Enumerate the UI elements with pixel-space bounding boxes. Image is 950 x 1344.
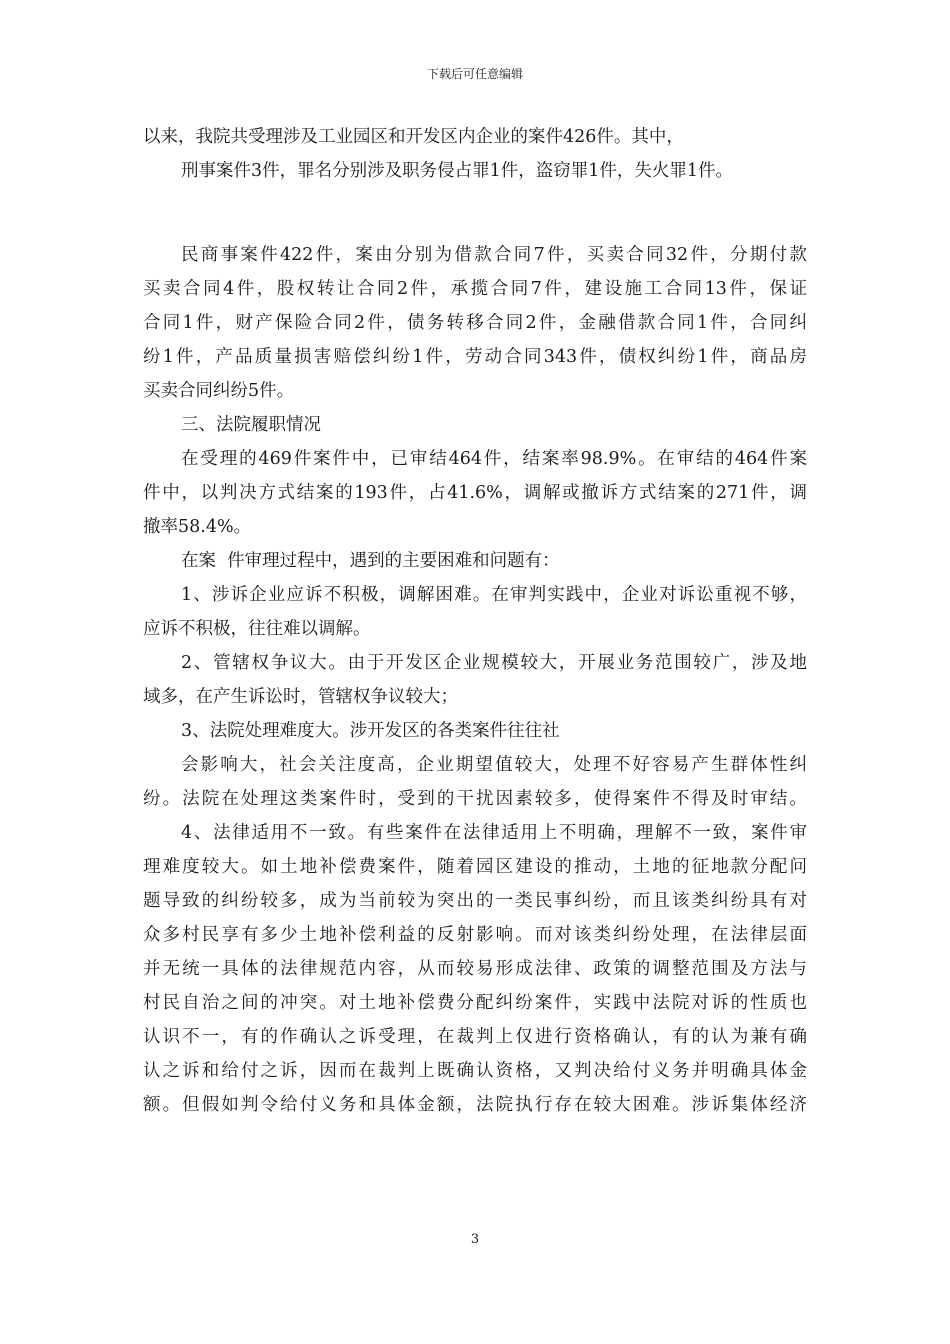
text-line: 应诉不积极，往往难以调解。 xyxy=(143,619,371,639)
text-line: 认之诉和给付之诉，因而在裁判上既确认资格，又判决给付义务并明确具体金 xyxy=(143,1061,807,1081)
text-line: 额。但假如判令给付义务和具体金额，法院执行存在较大困难。涉诉集体经济 xyxy=(143,1095,807,1115)
text-line: 4、法律适用不一致。有些案件在法律适用上不明确，理解不一致，案件审 xyxy=(181,823,807,843)
text-line: 村民自治之间的冲突。对土地补偿费分配纠纷案件，实践中法院对诉的性质也 xyxy=(143,993,807,1013)
text-line: 理难度较大。如土地补偿费案件，随着园区建设的推动，土地的征地款分配问 xyxy=(143,857,807,877)
text-line: 合同1件，财产保险合同2件，债务转移合同2件，金融借款合同1件，合同纠 xyxy=(143,313,807,333)
section-heading: 三、法院履职情况 xyxy=(181,415,321,435)
text-line: 在案 件审理过程中，遇到的主要困难和问题有： xyxy=(181,551,560,571)
text-line: 刑事案件3件，罪名分别涉及职务侵占罪1件，盗窃罪1件，失火罪1件。 xyxy=(181,161,734,181)
text-line: 3、法院处理难度大。涉开发区的各类案件往往社 xyxy=(181,721,560,741)
text-line: 以来，我院共受理涉及工业园区和开发区内企业的案件426件。其中， xyxy=(143,127,684,147)
document-body xyxy=(143,120,807,1122)
text-line: 买卖合同4件，股权转让合同2件，承揽合同7件，建设施工合同13件，保证 xyxy=(143,279,807,299)
text-line: 纷。法院在处理这类案件时，受到的干扰因素较多，使得案件不得及时审结。 xyxy=(143,789,807,809)
text-line: 买卖合同纠纷5件。 xyxy=(143,381,295,401)
text-line: 题导致的纠纷较多，成为当前较为突出的一类民事纠纷，而且该类纠纷具有对 xyxy=(143,891,807,911)
text-line: 认识不一，有的作确认之诉受理，在裁判上仅进行资格确认，有的认为兼有确 xyxy=(143,1027,807,1047)
text-line: 1、涉诉企业应诉不积极，调解困难。在审判实践中，企业对诉讼重视不够， xyxy=(181,585,807,605)
text-line: 撤率58.4%。 xyxy=(143,517,252,537)
text-line: 域多，在产生诉讼时，管辖权争议较大； xyxy=(143,687,458,707)
text-line: 民商事案件422件，案由分别为借款合同7件，买卖合同32件，分期付款 xyxy=(181,245,807,265)
text-line: 在受理的469件案件中，已审结464件，结案率98.9%。在审结的464件案 xyxy=(181,449,807,469)
text-line: 2、管辖权争议大。由于开发区企业规模较大，开展业务范围较广，涉及地 xyxy=(181,653,807,673)
paragraph-gap xyxy=(143,188,807,238)
text-line: 并无统一具体的法律规范内容，从而较易形成法律、政策的调整范围及方法与 xyxy=(143,959,807,979)
text-line: 纷1件，产品质量损害赔偿纠纷1件，劳动合同343件，债权纠纷1件，商品房 xyxy=(143,347,807,367)
page-number: 3 xyxy=(470,1232,480,1247)
text-line: 众多村民享有多少土地补偿利益的反射影响。而对该类纠纷处理，在法律层面 xyxy=(143,925,807,945)
text-line: 会影响大，社会关注度高，企业期望值较大，处理不好容易产生群体性纠 xyxy=(181,755,807,775)
text-line: 件中，以判决方式结案的193件，占41.6%，调解或撤诉方式结案的271件，调 xyxy=(143,483,807,503)
page-header-note: 下载后可任意编辑 xyxy=(426,67,523,81)
